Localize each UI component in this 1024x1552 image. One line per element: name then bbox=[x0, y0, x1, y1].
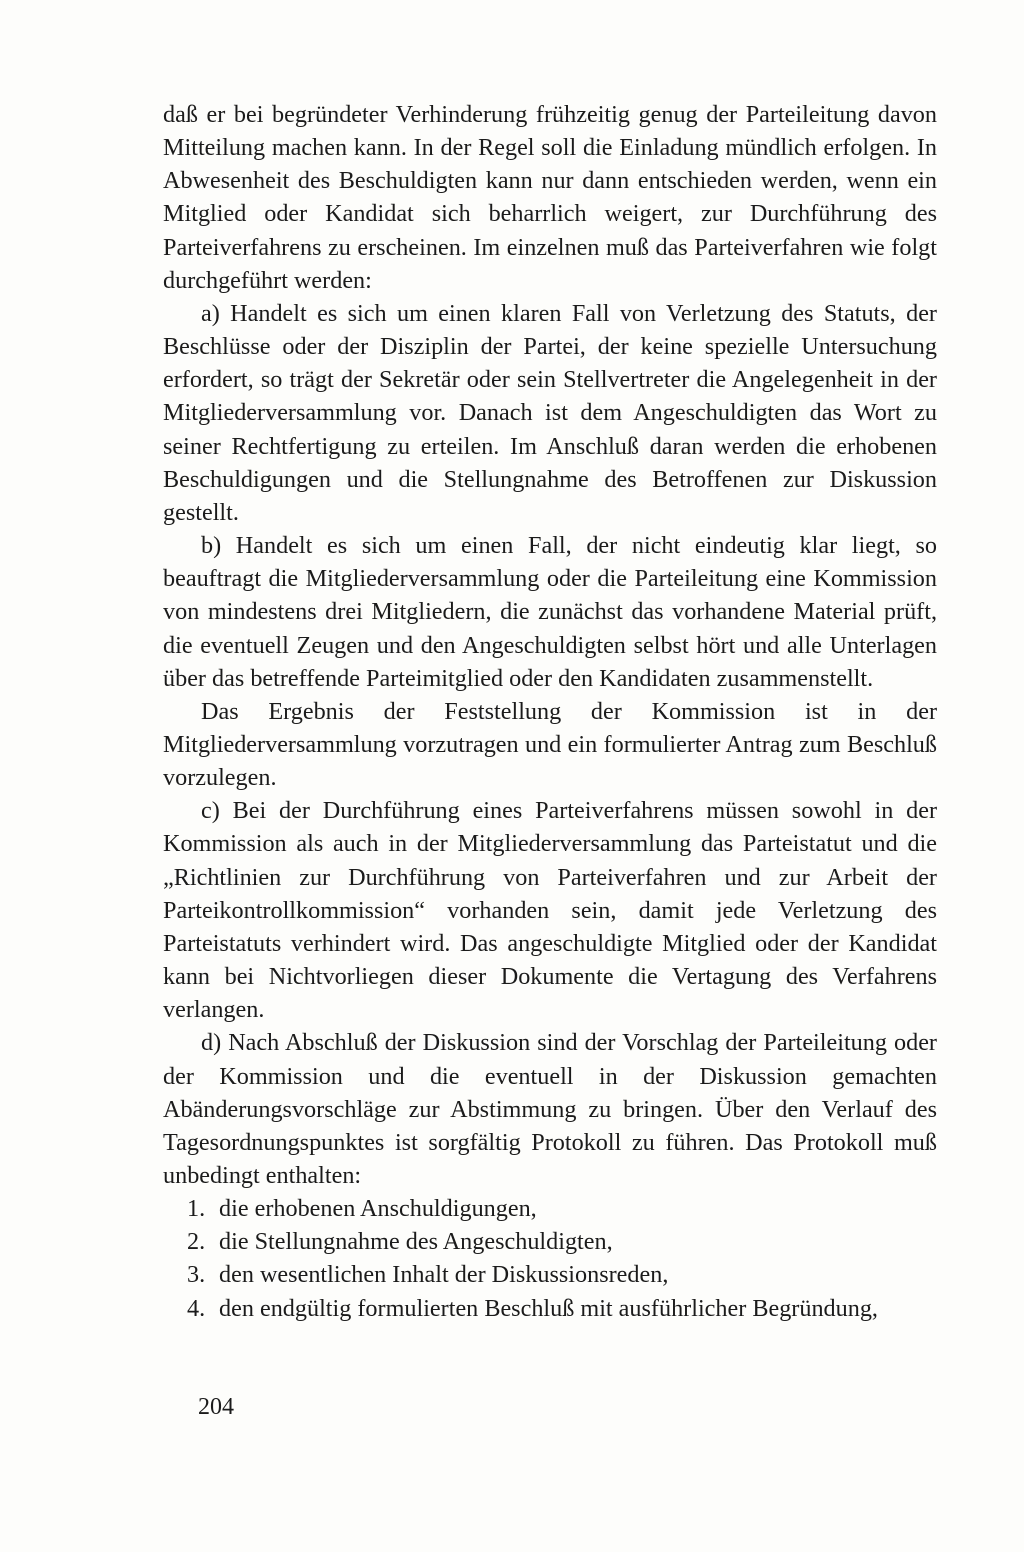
list-item bbox=[163, 1292, 937, 1325]
list-item bbox=[163, 1258, 937, 1291]
list-item-text: den wesentlichen Inhalt der Diskussionsreden, bbox=[219, 1261, 669, 1289]
list-item bbox=[163, 1225, 937, 1258]
list-item-text: die erhobenen Anschuldigungen, bbox=[219, 1195, 537, 1223]
paragraph-b: b) Handelt es sich um einen Fall, der nicht eindeutig klar liegt, so beauftragt die Mitgliederversammlung oder die Parteileitung eine Kommission von mindestens drei Mitgliedern, die zunächst das vorhandene Material prüft, die eventuell Zeugen und den Angeschuldigten selbst hört und alle Unterlagen über das betreffende Parteimitglied oder den Kandidaten zusammenstellt. bbox=[163, 532, 937, 692]
list-item-number: 4. bbox=[187, 1294, 206, 1322]
paragraph-c: c) Bei der Durchführung eines Parteiverfahrens müssen sowohl in der Kommission als auch in der Mitgliederversammlung das Parteistatut und die „Richtlinien zur Durchführung von Parteiverfahren und zur Arbeit der Parteikontrollkommission“ vorhanden sein, damit jede Verletzung des Parteistatuts verhindert wird. Das angeschuldigte Mitglied oder der Kandidat kann bei Nichtvorliegen dieser Dokumente die Vertagung des Verfahrens verlangen. bbox=[163, 797, 937, 1024]
list-item-text: die Stellungnahme des Angeschuldigten, bbox=[219, 1228, 613, 1256]
paragraph-a: a) Handelt es sich um einen klaren Fall von Verletzung des Statuts, der Beschlüsse oder der Disziplin der Partei, der keine spezielle Untersuchung erfordert, so trägt der Sekretär oder sein Stellvertreter die Angelegenheit in der Mitgliederversammlung vor. Danach ist dem Angeschuldigten das Wort zu seiner Rechtfertigung zu erteilen. Im Anschluß daran werden die erhobenen Beschuldigungen und die Stellungnahme des Betroffenen zur Diskussion gestellt. bbox=[163, 299, 937, 526]
body-text bbox=[163, 98, 937, 1325]
protocol-list bbox=[163, 1192, 937, 1325]
list-item-text: den endgültig formulierten Beschluß mit ausführlicher Begründung, bbox=[219, 1294, 878, 1322]
list-item-number: 1. bbox=[187, 1195, 206, 1223]
list-item-number: 3. bbox=[187, 1261, 206, 1289]
paragraph-result: Das Ergebnis der Feststellung der Kommission ist in der Mitgliederversammlung vorzutragen und ein formulierter Antrag zum Beschluß vorzulegen. bbox=[163, 697, 937, 792]
list-item bbox=[163, 1192, 937, 1225]
paragraph-intro: daß er bei begründeter Verhinderung frühzeitig genug der Parteileitung davon Mitteilung machen kann. In der Regel soll die Einladung mündlich erfolgen. In Abwesenheit des Beschuldigten kann nur dann entschieden werden, wenn ein Mitglied oder Kandidat sich beharrlich weigert, zur Durchführung des Parteiverfahrens zu erscheinen. Im einzelnen muß das Parteiverfahren wie folgt durchgeführt werden: bbox=[163, 101, 937, 294]
paragraph-d: d) Nach Abschluß der Diskussion sind der Vorschlag der Parteileitung oder der Kommission und die eventuell in der Diskussion gemachten Abänderungsvorschläge zur Abstimmung zu bringen. Über den Verlauf des Tagesordnungspunktes ist sorgfältig Protokoll zu führen. Das Protokoll muß unbedingt enthalten: bbox=[163, 1029, 937, 1189]
page-number: 204 bbox=[198, 1394, 234, 1420]
list-item-number: 2. bbox=[187, 1228, 206, 1256]
